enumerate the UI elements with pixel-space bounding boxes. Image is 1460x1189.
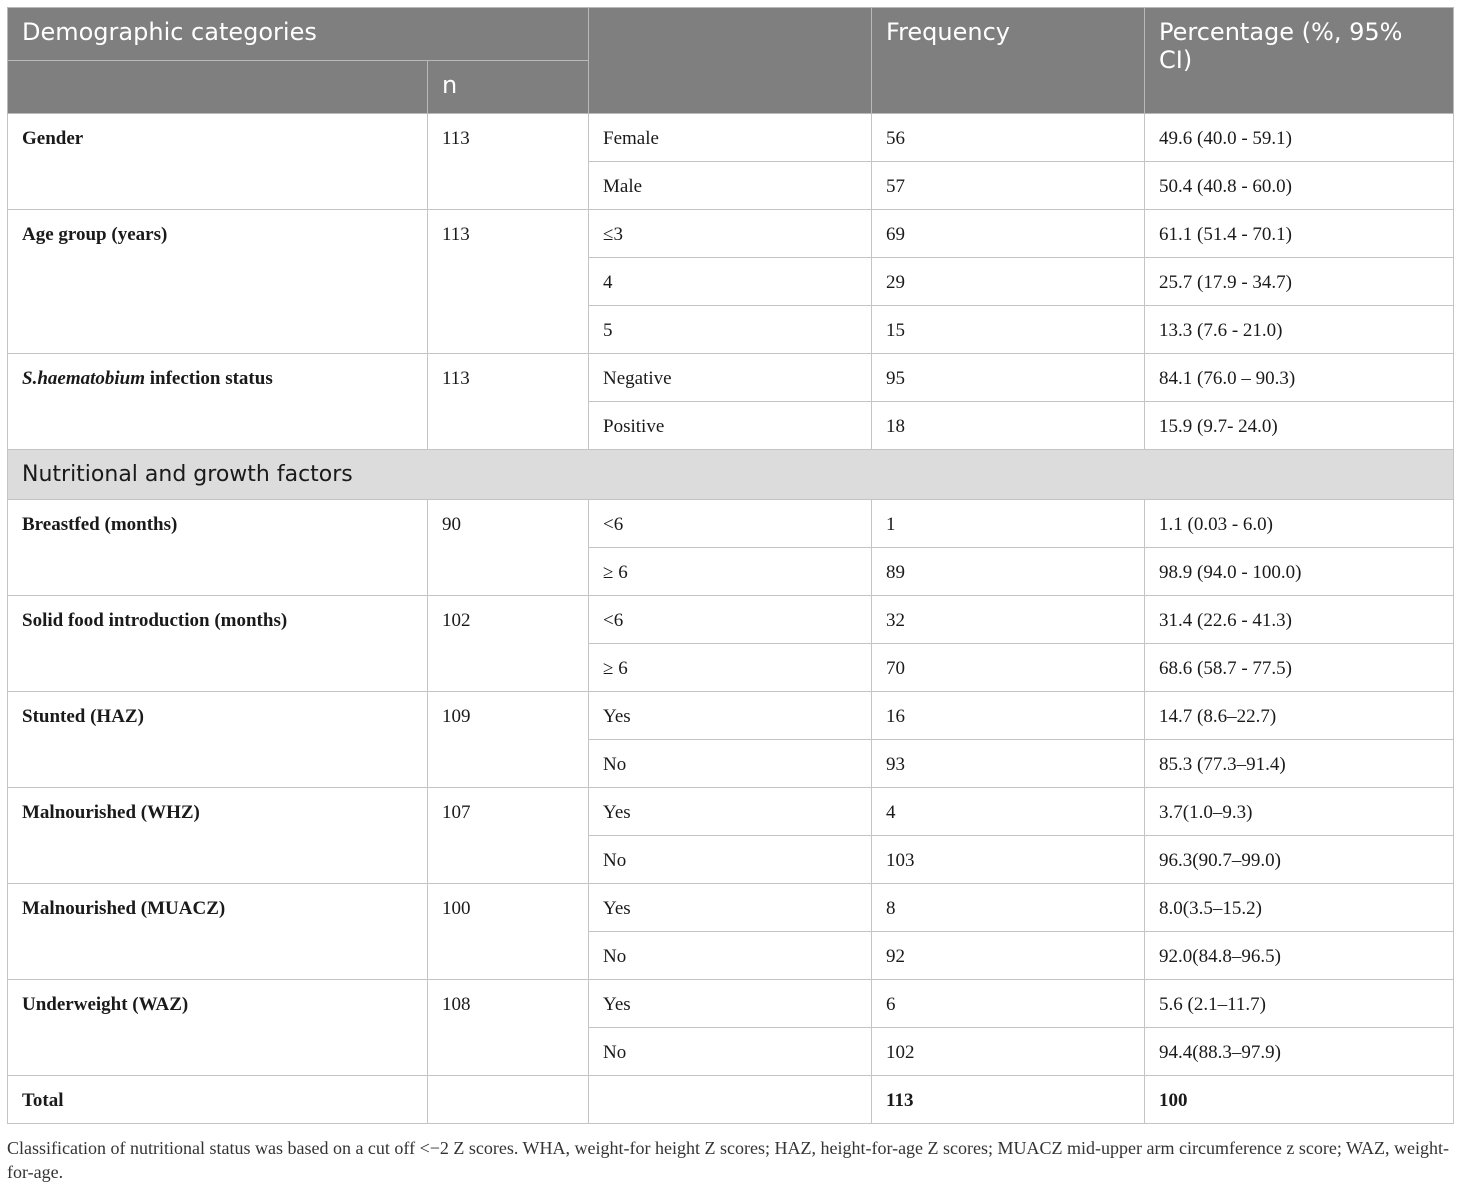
percentage-cell: 84.1 (76.0 – 90.3) (1145, 354, 1454, 402)
category-cell: ≤3 (589, 210, 872, 258)
table-row (8, 114, 1454, 162)
percentage-cell: 1.1 (0.03 - 6.0) (1145, 500, 1454, 548)
group-n: 107 (428, 788, 589, 884)
percentage-cell: 85.3 (77.3–91.4) (1145, 740, 1454, 788)
frequency-cell: 16 (872, 692, 1145, 740)
total-cat-blank (589, 1076, 872, 1124)
percentage-cell: 96.3(90.7–99.0) (1145, 836, 1454, 884)
table-section-nutrition (8, 450, 1454, 500)
category-cell: <6 (589, 596, 872, 644)
category-cell: Positive (589, 402, 872, 450)
category-cell: Yes (589, 692, 872, 740)
frequency-cell: 8 (872, 884, 1145, 932)
percentage-cell: 15.9 (9.7- 24.0) (1145, 402, 1454, 450)
group-label-text: Solid food introduction (months) (22, 610, 288, 631)
percentage-cell: 5.6 (2.1–11.7) (1145, 980, 1454, 1028)
category-cell: Yes (589, 788, 872, 836)
group-label-text: Gender (22, 128, 84, 149)
frequency-cell: 89 (872, 548, 1145, 596)
header-percentage: Percentage (%, 95% CI) (1145, 8, 1454, 114)
category-cell: No (589, 932, 872, 980)
header-frequency: Frequency (872, 8, 1145, 114)
group-n: 102 (428, 596, 589, 692)
category-cell: 4 (589, 258, 872, 306)
frequency-cell: 18 (872, 402, 1145, 450)
frequency-cell: 6 (872, 980, 1145, 1028)
group-label-text: Malnourished (MUACZ) (22, 898, 226, 919)
group-label (8, 354, 428, 450)
percentage-cell: 61.1 (51.4 - 70.1) (1145, 210, 1454, 258)
category-cell: Negative (589, 354, 872, 402)
group-label (8, 692, 428, 788)
percentage-cell: 25.7 (17.9 - 34.7) (1145, 258, 1454, 306)
table-container (7, 7, 1453, 1124)
percentage-cell: 94.4(88.3–97.9) (1145, 1028, 1454, 1076)
group-label-text: Stunted (HAZ) (22, 706, 144, 727)
total-n-blank (428, 1076, 589, 1124)
category-cell: No (589, 740, 872, 788)
group-n: 113 (428, 114, 589, 210)
frequency-cell: 1 (872, 500, 1145, 548)
table-body-nutrition (8, 500, 1454, 1076)
group-label (8, 596, 428, 692)
percentage-cell: 14.7 (8.6–22.7) (1145, 692, 1454, 740)
category-cell: ≥ 6 (589, 644, 872, 692)
frequency-cell: 15 (872, 306, 1145, 354)
category-cell: Female (589, 114, 872, 162)
table-row (8, 884, 1454, 932)
total-percentage: 100 (1145, 1076, 1454, 1124)
percentage-cell: 8.0(3.5–15.2) (1145, 884, 1454, 932)
percentage-cell: 13.3 (7.6 - 21.0) (1145, 306, 1454, 354)
category-cell: Yes (589, 884, 872, 932)
category-cell: <6 (589, 500, 872, 548)
category-cell: ≥ 6 (589, 548, 872, 596)
header-demographic-categories: Demographic categories (8, 8, 589, 61)
percentage-cell: 31.4 (22.6 - 41.3) (1145, 596, 1454, 644)
group-label (8, 114, 428, 210)
group-n: 109 (428, 692, 589, 788)
table-row (8, 692, 1454, 740)
total-label: Total (8, 1076, 428, 1124)
percentage-cell: 92.0(84.8–96.5) (1145, 932, 1454, 980)
table-row (8, 788, 1454, 836)
category-cell: No (589, 836, 872, 884)
group-label (8, 500, 428, 596)
group-label (8, 980, 428, 1076)
table-row (8, 596, 1454, 644)
table-header (8, 8, 1454, 114)
header-category-blank (589, 8, 872, 114)
group-n: 100 (428, 884, 589, 980)
frequency-cell: 57 (872, 162, 1145, 210)
group-n: 113 (428, 354, 589, 450)
header-blank (8, 61, 428, 114)
group-label (8, 788, 428, 884)
total-row (8, 1076, 1454, 1124)
frequency-cell: 4 (872, 788, 1145, 836)
group-label-text: infection status (145, 368, 273, 389)
frequency-cell: 93 (872, 740, 1145, 788)
group-label-text: Underweight (WAZ) (22, 994, 189, 1015)
table-row (8, 354, 1454, 402)
group-n: 108 (428, 980, 589, 1076)
group-n: 90 (428, 500, 589, 596)
table-row (8, 210, 1454, 258)
group-label-text: Breastfed (months) (22, 514, 178, 535)
group-label (8, 210, 428, 354)
frequency-cell: 69 (872, 210, 1145, 258)
total-frequency: 113 (872, 1076, 1145, 1124)
section-heading: Nutritional and growth factors (8, 450, 1454, 500)
group-label-text: Malnourished (WHZ) (22, 802, 200, 823)
frequency-cell: 29 (872, 258, 1145, 306)
group-label (8, 884, 428, 980)
frequency-cell: 102 (872, 1028, 1145, 1076)
table-row (8, 500, 1454, 548)
category-cell: No (589, 1028, 872, 1076)
table-row (8, 980, 1454, 1028)
header-n: n (428, 61, 589, 114)
frequency-cell: 32 (872, 596, 1145, 644)
frequency-cell: 95 (872, 354, 1145, 402)
group-label-italic: S.haematobium (22, 368, 145, 389)
percentage-cell: 68.6 (58.7 - 77.5) (1145, 644, 1454, 692)
percentage-cell: 49.6 (40.0 - 59.1) (1145, 114, 1454, 162)
category-cell: Male (589, 162, 872, 210)
table-body-demographics (8, 114, 1454, 450)
frequency-cell: 56 (872, 114, 1145, 162)
group-n: 113 (428, 210, 589, 354)
percentage-cell: 3.7(1.0–9.3) (1145, 788, 1454, 836)
percentage-cell: 98.9 (94.0 - 100.0) (1145, 548, 1454, 596)
frequency-cell: 70 (872, 644, 1145, 692)
table-caption: Classification of nutritional status was based on a cut off <−2 Z scores. WHA, weight-for height Z scores; HAZ, height-for-age Z scores; MUACZ mid-upper arm circumference z score; WAZ, weight-for-age. (7, 1138, 1450, 1182)
demographics-table (7, 7, 1454, 1124)
table-total (8, 1076, 1454, 1124)
category-cell: Yes (589, 980, 872, 1028)
frequency-cell: 103 (872, 836, 1145, 884)
frequency-cell: 92 (872, 932, 1145, 980)
group-label-text: Age group (years) (22, 224, 168, 245)
category-cell: 5 (589, 306, 872, 354)
percentage-cell: 50.4 (40.8 - 60.0) (1145, 162, 1454, 210)
